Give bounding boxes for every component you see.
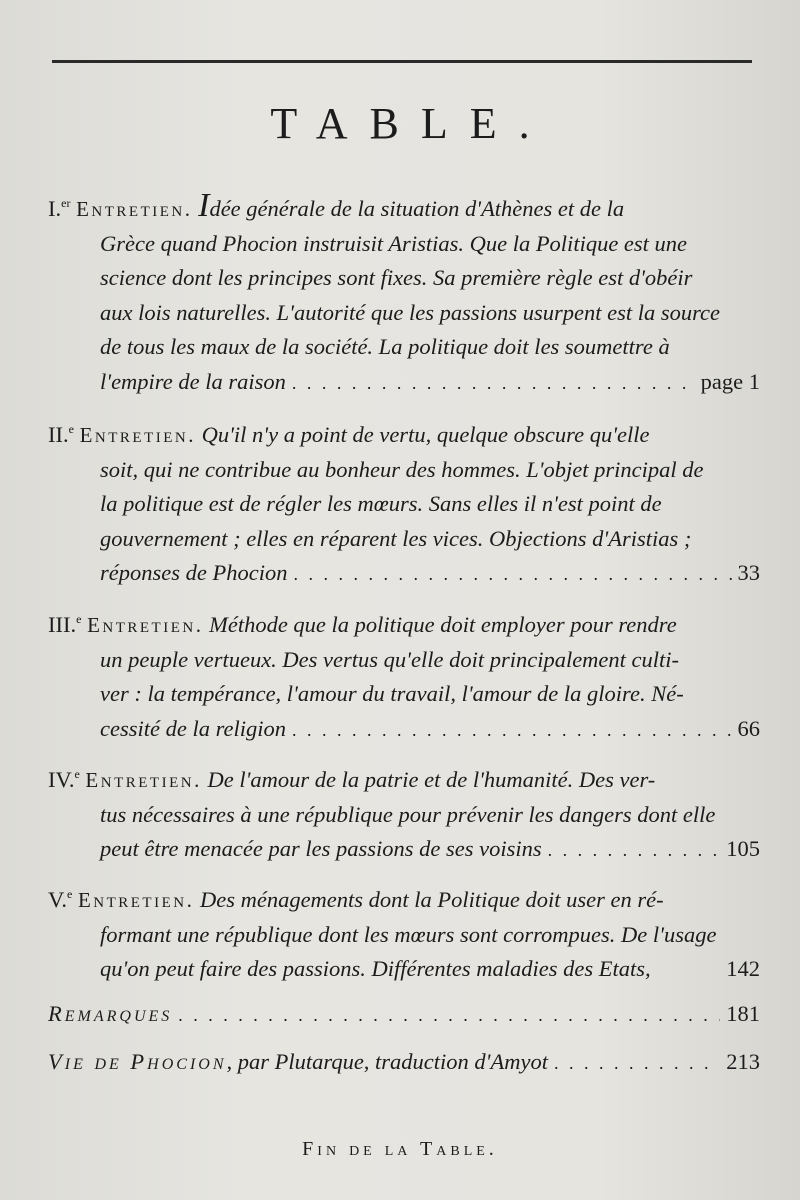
entry-text-last: qu'on peut faire des passions. Différentes maladies des Etats, [100,956,651,981]
entry-text-line: de tous les maux de la société. La politique doit les soumettre à [100,334,670,359]
page-number: 181 [726,1001,760,1026]
entry-text-first: De l'amour de la patrie et de l'humanité. Des ver- [207,767,656,792]
toc-entry-5 [48,877,760,987]
entry-heading: Entretien. [85,768,202,792]
toc-entry-4 [48,757,760,868]
entry-number-suffix: e [74,767,80,781]
entry-heading: Entretien. [79,423,196,447]
entry-text-line: ver : la tempérance, l'amour du travail, l'amour de la gloire. Né- [100,681,684,706]
entry-text-line: tus nécessaires à une république pour prévenir les dangers dont elle [100,801,716,827]
entry-text-line: aux lois naturelles. L'autorité que les passions usurpent est la source [100,299,720,325]
toc-entry-2 [48,412,760,592]
entry-text-last: réponses de Phocion [100,560,288,585]
entry-text-line: soit, qui ne contribue au bonheur des hommes. L'objet principal de [100,456,704,482]
page-number: 142 [726,956,760,981]
dot-leader [292,713,732,748]
dot-leader [293,557,731,592]
entry-number: I. [48,196,62,221]
entry-text-first: Qu'il n'y a point de vertu, quelque obscure qu'elle [201,422,650,447]
entry-heading: Entretien. [77,888,195,912]
entry-text-line: science dont les principes sont fixes. Sa première règle est d'obéir [100,265,693,290]
entry-text-first: Des ménagements dont la Politique doit user en ré- [199,887,664,912]
header-rule [52,60,752,63]
dot-leader [178,998,720,1033]
entry-number: II. [48,422,69,447]
toc-entry-vie [48,1045,760,1081]
page-number: 213 [726,1049,760,1074]
entry-number: V. [48,887,67,912]
toc-entry-remarques [48,997,760,1033]
vie-label: Vie de Phocion [48,1049,227,1074]
entry-heading: Entretien. [76,197,193,221]
remarques-label: Remarques [48,1001,173,1026]
dot-leader [548,833,721,868]
entry-number: IV. [48,767,75,792]
page-number: 66 [737,715,760,741]
entry-text-line: Grèce quand Phocion instruisit Aristias. Que la Politique est une [100,230,688,256]
entry-number-suffix: e [66,887,73,901]
page-number: 105 [726,836,760,861]
entry-text-line: gouvernement ; elles en réparent les vices. Objections d'Aristias ; [100,525,692,551]
entry-text-first: Méthode que la politique doit employer pour rendre [209,612,677,637]
toc-entry-1 [48,186,760,400]
page-number: page 1 [700,368,760,394]
entry-number-suffix: e [76,612,82,626]
page-number: 33 [737,560,760,585]
entry-number-suffix: e [68,422,74,436]
entry-text-line: formant une république dont les mœurs sont corrompues. De l'usage [100,921,717,947]
entry-text-last: l'empire de la raison [100,368,286,394]
page-title: TABLE. [270,99,552,148]
vie-text: , par Plutarque, traduction d'Amyot [226,1049,548,1074]
dot-leader [554,1046,720,1081]
end-of-table: Fin de la Table. [302,1138,498,1160]
entry-text-line: la politique est de régler les mœurs. Sans elles il n'est point de [100,491,662,516]
entry-number-suffix: er [61,196,71,210]
toc-entry-3 [48,602,760,747]
entry-text-line: un peuple vertueux. Des vertus qu'elle doit principalement culti- [100,646,680,672]
drop-initial: I [198,187,210,224]
dot-leader [292,366,695,401]
entry-text-first: dée générale de la situation d'Athènes et de la [209,196,625,221]
entry-number: III. [48,612,77,637]
entry-heading: Entretien. [87,613,204,637]
entry-text-last: peut être menacée par les passions de ses voisins [100,836,542,861]
entry-text-last: cessité de la religion [100,715,286,741]
